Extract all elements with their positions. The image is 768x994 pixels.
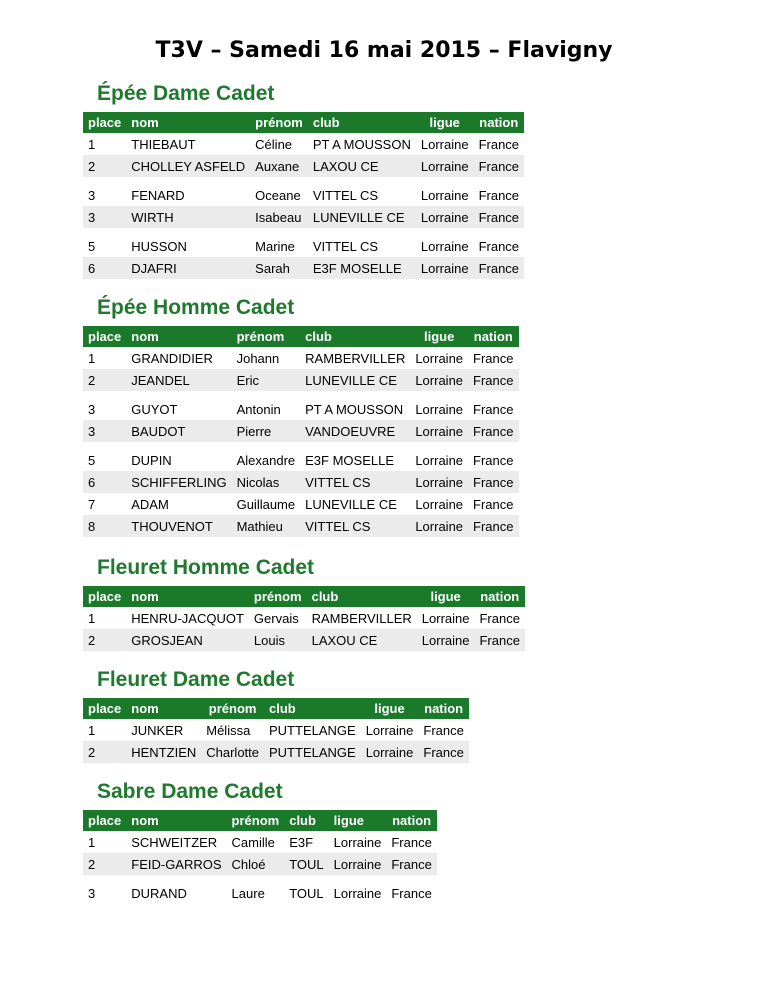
results-section bbox=[83, 668, 469, 763]
table-cell: Alexandre bbox=[236, 452, 296, 468]
table-cell: E3F bbox=[289, 834, 314, 850]
table-cell: VITTEL CS bbox=[300, 471, 410, 493]
table-cell: 3 bbox=[88, 187, 96, 203]
column-header: place bbox=[83, 112, 126, 133]
table-cell: Laure bbox=[231, 885, 265, 901]
table-cell: 1 bbox=[88, 610, 96, 626]
table-cell: Marine bbox=[255, 238, 295, 254]
table-cell: France bbox=[479, 610, 520, 626]
table-row bbox=[83, 155, 524, 177]
table-cell: Céline bbox=[255, 136, 293, 152]
table-row bbox=[83, 420, 519, 442]
table-cell: 3 bbox=[88, 885, 96, 901]
table-cell: ADAM bbox=[131, 496, 169, 512]
table-cell: France bbox=[478, 136, 520, 152]
column-header: nation bbox=[386, 810, 436, 831]
table-row bbox=[83, 719, 469, 741]
section-title: Épée Homme Cadet bbox=[97, 296, 295, 319]
table-cell: Charlotte bbox=[201, 741, 264, 763]
table-cell: 5 bbox=[88, 452, 96, 468]
table-cell: JUNKER bbox=[131, 722, 184, 738]
table-cell: Sarah bbox=[250, 257, 308, 279]
column-header: ligue bbox=[361, 698, 419, 719]
table-cell: Antonin bbox=[236, 401, 281, 417]
column-header: nation bbox=[468, 326, 518, 347]
table-row bbox=[83, 369, 519, 391]
table-cell: HENRU-JACQUOT bbox=[131, 610, 244, 626]
table-cell: Lorraine bbox=[416, 155, 474, 177]
table-cell: LAXOU CE bbox=[307, 629, 417, 651]
table-cell: TOUL bbox=[289, 885, 324, 901]
column-header: club bbox=[308, 112, 416, 133]
table-cell: CHOLLEY ASFELD bbox=[126, 155, 250, 177]
table-cell: France bbox=[391, 885, 432, 901]
table-cell: Lorraine bbox=[416, 206, 474, 228]
table-cell: France bbox=[386, 853, 436, 875]
table-cell: 5 bbox=[88, 238, 96, 254]
table-cell: France bbox=[474, 206, 524, 228]
table-cell: RAMBERVILLER bbox=[305, 350, 406, 366]
table-row bbox=[83, 471, 519, 493]
column-header: nom bbox=[126, 698, 201, 719]
column-header: nom bbox=[126, 326, 231, 347]
table-cell: VITTEL CS bbox=[312, 187, 379, 203]
table-cell: France bbox=[468, 471, 518, 493]
table-cell: 8 bbox=[83, 515, 126, 537]
table-cell: France bbox=[473, 401, 514, 417]
table-row bbox=[83, 257, 524, 279]
table-cell: France bbox=[478, 187, 520, 203]
table-header-row bbox=[83, 112, 524, 133]
table-cell: 2 bbox=[83, 741, 126, 763]
table-cell: LUNEVILLE CE bbox=[305, 496, 397, 512]
table-row bbox=[83, 206, 524, 228]
table-cell: 2 bbox=[83, 629, 126, 651]
table-row bbox=[83, 607, 525, 629]
table-cell: Lorraine bbox=[410, 471, 468, 493]
table-cell: Lorraine bbox=[361, 741, 419, 763]
table-row bbox=[83, 228, 524, 257]
table-row bbox=[83, 515, 519, 537]
table-row bbox=[83, 741, 469, 763]
column-header: nation bbox=[474, 586, 524, 607]
table-cell: GUYOT bbox=[131, 401, 178, 417]
section-title: Fleuret Dame Cadet bbox=[97, 668, 295, 691]
table-cell: Chloé bbox=[227, 853, 285, 875]
table-header-row bbox=[83, 810, 437, 831]
table-cell: Lorraine bbox=[421, 610, 470, 626]
table-cell: France bbox=[473, 452, 514, 468]
table-cell: Lorraine bbox=[416, 257, 474, 279]
table-cell: SCHIFFERLING bbox=[126, 471, 231, 493]
table-cell: Mélissa bbox=[206, 722, 251, 738]
table-cell: DURAND bbox=[131, 885, 187, 901]
table-cell: WIRTH bbox=[126, 206, 250, 228]
table-cell: Lorraine bbox=[410, 369, 468, 391]
table-cell: Eric bbox=[232, 369, 301, 391]
table-cell: 2 bbox=[83, 369, 126, 391]
table-cell: Lorraine bbox=[420, 187, 469, 203]
table-cell: 2 bbox=[83, 853, 126, 875]
column-header: ligue bbox=[329, 810, 387, 831]
table-header-row bbox=[83, 698, 469, 719]
table-cell: FEID-GARROS bbox=[126, 853, 226, 875]
results-table bbox=[83, 698, 469, 763]
table-cell: Guillaume bbox=[236, 496, 296, 512]
table-cell: 1 bbox=[88, 136, 96, 152]
table-cell: Pierre bbox=[232, 420, 301, 442]
results-table bbox=[83, 112, 524, 279]
table-cell: France bbox=[418, 741, 468, 763]
table-row bbox=[83, 493, 519, 515]
table-row bbox=[83, 347, 519, 369]
section-title: Épée Dame Cadet bbox=[97, 82, 275, 105]
table-cell: France bbox=[478, 238, 520, 254]
table-cell: LAXOU CE bbox=[308, 155, 416, 177]
table-cell: VANDOEUVRE bbox=[300, 420, 410, 442]
table-cell: France bbox=[468, 515, 518, 537]
table-cell: 3 bbox=[88, 401, 96, 417]
table-cell: Lorraine bbox=[333, 885, 382, 901]
table-cell: DUPIN bbox=[131, 452, 172, 468]
table-cell: FENARD bbox=[131, 187, 185, 203]
column-header: nom bbox=[126, 112, 250, 133]
table-row bbox=[83, 875, 437, 904]
table-cell: France bbox=[423, 722, 464, 738]
table-row bbox=[83, 629, 525, 651]
column-header: ligue bbox=[417, 586, 475, 607]
results-section bbox=[83, 780, 437, 904]
table-cell: France bbox=[474, 155, 524, 177]
table-cell: HENTZIEN bbox=[126, 741, 201, 763]
results-table bbox=[83, 586, 525, 651]
table-cell: Lorraine bbox=[410, 420, 468, 442]
table-cell: Lorraine bbox=[417, 629, 475, 651]
table-cell: LUNEVILLE CE bbox=[300, 369, 410, 391]
table-cell: Lorraine bbox=[410, 515, 468, 537]
table-cell: THOUVENOT bbox=[126, 515, 231, 537]
results-section bbox=[83, 296, 519, 537]
table-cell: Lorraine bbox=[420, 238, 469, 254]
table-cell: SCHWEITZER bbox=[131, 834, 218, 850]
table-cell: PUTTELANGE bbox=[264, 741, 361, 763]
table-cell: GRANDIDIER bbox=[131, 350, 213, 366]
table-cell: LUNEVILLE CE bbox=[308, 206, 416, 228]
table-cell: Camille bbox=[231, 834, 275, 850]
results-section bbox=[83, 556, 525, 651]
table-cell: France bbox=[468, 420, 518, 442]
table-cell: 1 bbox=[88, 834, 96, 850]
column-header: prénom bbox=[201, 698, 264, 719]
page-title: T3V – Samedi 16 mai 2015 – Flavigny bbox=[155, 38, 613, 63]
table-cell: Lorraine bbox=[415, 496, 464, 512]
table-header-row bbox=[83, 326, 519, 347]
table-cell: France bbox=[473, 350, 514, 366]
table-row bbox=[83, 133, 524, 155]
table-header-row bbox=[83, 586, 525, 607]
table-row bbox=[83, 831, 437, 853]
table-cell: PUTTELANGE bbox=[269, 722, 356, 738]
table-cell: 1 bbox=[88, 722, 96, 738]
column-header: club bbox=[284, 810, 328, 831]
table-cell: VITTEL CS bbox=[312, 238, 379, 254]
table-cell: Gervais bbox=[253, 610, 299, 626]
table-cell: France bbox=[391, 834, 432, 850]
table-cell: France bbox=[468, 369, 518, 391]
table-cell: Lorraine bbox=[415, 350, 464, 366]
table-cell: TOUL bbox=[284, 853, 328, 875]
column-header: place bbox=[83, 586, 126, 607]
table-cell: THIEBAUT bbox=[131, 136, 196, 152]
table-cell: Oceane bbox=[255, 187, 301, 203]
section-title: Fleuret Homme Cadet bbox=[97, 556, 315, 579]
table-cell: 2 bbox=[83, 155, 126, 177]
results-table bbox=[83, 810, 437, 904]
table-cell: Lorraine bbox=[329, 853, 387, 875]
table-cell: Auxane bbox=[250, 155, 308, 177]
column-header: place bbox=[83, 326, 126, 347]
column-header: club bbox=[300, 326, 410, 347]
table-cell: Nicolas bbox=[232, 471, 301, 493]
table-row bbox=[83, 442, 519, 471]
section-title: Sabre Dame Cadet bbox=[97, 780, 283, 803]
column-header: ligue bbox=[416, 112, 474, 133]
column-header: prénom bbox=[250, 112, 308, 133]
table-cell: Lorraine bbox=[415, 452, 464, 468]
table-cell: Lorraine bbox=[420, 136, 469, 152]
table-cell: France bbox=[474, 629, 524, 651]
table-cell: E3F MOSELLE bbox=[305, 452, 395, 468]
table-cell: 6 bbox=[83, 471, 126, 493]
table-cell: Lorraine bbox=[415, 401, 464, 417]
table-cell: JEANDEL bbox=[126, 369, 231, 391]
results-section bbox=[83, 82, 524, 279]
results-table bbox=[83, 326, 519, 537]
table-cell: 7 bbox=[88, 496, 96, 512]
column-header: prénom bbox=[249, 586, 307, 607]
column-header: club bbox=[307, 586, 417, 607]
table-cell: 3 bbox=[83, 206, 126, 228]
column-header: club bbox=[264, 698, 361, 719]
table-cell: 1 bbox=[88, 350, 96, 366]
table-cell: DJAFRI bbox=[126, 257, 250, 279]
table-row bbox=[83, 853, 437, 875]
column-header: nom bbox=[126, 810, 226, 831]
table-cell: Lorraine bbox=[333, 834, 382, 850]
table-cell: RAMBERVILLER bbox=[311, 610, 412, 626]
table-cell: Louis bbox=[249, 629, 307, 651]
column-header: nation bbox=[418, 698, 468, 719]
column-header: place bbox=[83, 810, 126, 831]
column-header: ligue bbox=[410, 326, 468, 347]
table-cell: Isabeau bbox=[250, 206, 308, 228]
table-row bbox=[83, 177, 524, 206]
table-cell: HUSSON bbox=[131, 238, 187, 254]
table-cell: PT A MOUSSON bbox=[305, 401, 404, 417]
table-cell: GROSJEAN bbox=[126, 629, 249, 651]
table-cell: Mathieu bbox=[232, 515, 301, 537]
table-row bbox=[83, 391, 519, 420]
column-header: prénom bbox=[232, 326, 301, 347]
table-cell: 6 bbox=[83, 257, 126, 279]
column-header: nom bbox=[126, 586, 249, 607]
table-cell: BAUDOT bbox=[126, 420, 231, 442]
table-cell: Johann bbox=[236, 350, 280, 366]
table-cell: E3F MOSELLE bbox=[308, 257, 416, 279]
column-header: place bbox=[83, 698, 126, 719]
column-header: nation bbox=[474, 112, 524, 133]
table-cell: France bbox=[473, 496, 514, 512]
table-cell: Lorraine bbox=[365, 722, 414, 738]
table-cell: PT A MOUSSON bbox=[312, 136, 411, 152]
table-cell: 3 bbox=[83, 420, 126, 442]
table-cell: France bbox=[474, 257, 524, 279]
column-header: prénom bbox=[227, 810, 285, 831]
table-cell: VITTEL CS bbox=[300, 515, 410, 537]
